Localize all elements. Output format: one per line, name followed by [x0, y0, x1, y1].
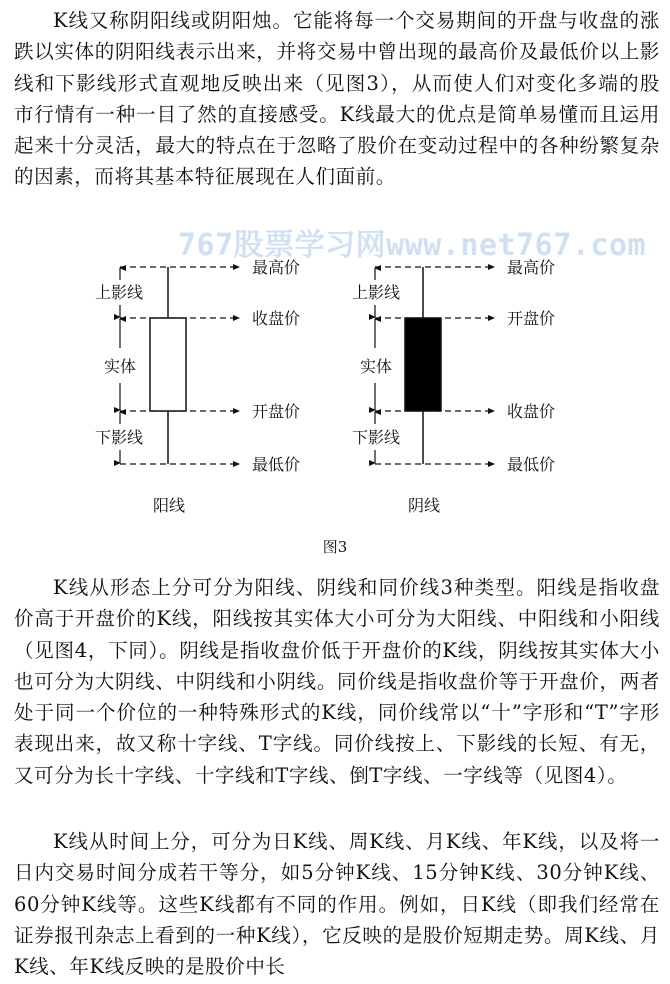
paragraph-kline-definition: K线又称阴阳线或阴阳烛。它能将每一个交易期间的开盘与收盘的涨跌以实体的阴阳线表示出来，并将交易中曾出现的最高价及最低价以上影线和下影线形式直观地反映出来（见图3），从而使人们对变化多端的股市行情有一种一目了然的直接感受。K线最大的优点是简单易懂而且运用起来十分灵活，最大的特点在于忽略了股价在变动过程中的各种纷繁复杂的因素，而将其基本特征展现在人们面前。 [14, 9, 660, 189]
yang-open-label: 开盘价 [252, 402, 301, 421]
yang-body [150, 318, 186, 411]
yin-close-label: 收盘价 [507, 402, 556, 421]
site-watermark: 767股票学习网www.net767.com [178, 228, 647, 263]
yin-body [405, 318, 441, 411]
yang-body-label: 实体 [104, 357, 137, 376]
yin-title: 阴线 [408, 496, 441, 515]
yang-lower-shadow-label: 下影线 [95, 428, 144, 447]
yang-upper-shadow-label: 上影线 [95, 283, 144, 302]
yang-low-label: 最低价 [252, 455, 301, 474]
paragraph-kline-shapes: K线从形态上分可分为阳线、阴线和同价线3种类型。阳线是指收盘价高于开盘价的K线，阳线按其实体大小可分为大阳线、中阳线和小阳线（见图4，下同）。阴线是指收盘价低于开盘价的K线，阴线按其实体大小也可分为大阴线、中阴线和小阴线。同价线是指收盘价等于开盘价，两者处于同一个价位的一种特殊形式的K线，同价线常以“十”字形和“T”字形表现出来，故又称十字线、T字线。同价线按上、下影线的长短、有无，又可分为长十字线、十字线和T字线、倒T字线、一字线等（见图4）。 [14, 576, 660, 787]
yin-candle-group [352, 258, 555, 515]
yang-close-label: 收盘价 [252, 309, 301, 328]
yin-open-label: 开盘价 [507, 309, 556, 328]
yang-high-label: 最高价 [252, 258, 301, 277]
yin-low-label: 最低价 [507, 455, 556, 474]
yang-candle-group [95, 258, 300, 515]
yin-high-label: 最高价 [507, 258, 556, 277]
figure-3-candlestick-diagram [0, 240, 670, 530]
yin-upper-shadow-label: 上影线 [352, 283, 401, 302]
paragraph-kline-time: K线从时间上分，可分为日K线、周K线、月K线、年K线，以及将一日内交易时间分成若干等分，如5分钟K线、15分钟K线、30分钟K线、60分钟K线等。这些K线都有不同的作用。例如，日K线（即我们经常在证券报刊杂志上看到的一种K线），它反映的是股价短期走势。周K线、月K线、年K线反映的是股价中长 [14, 830, 660, 979]
yang-title: 阳线 [153, 496, 186, 515]
figure-caption: 图3 [322, 538, 348, 556]
yin-body-label: 实体 [360, 357, 393, 376]
yin-lower-shadow-label: 下影线 [352, 428, 401, 447]
